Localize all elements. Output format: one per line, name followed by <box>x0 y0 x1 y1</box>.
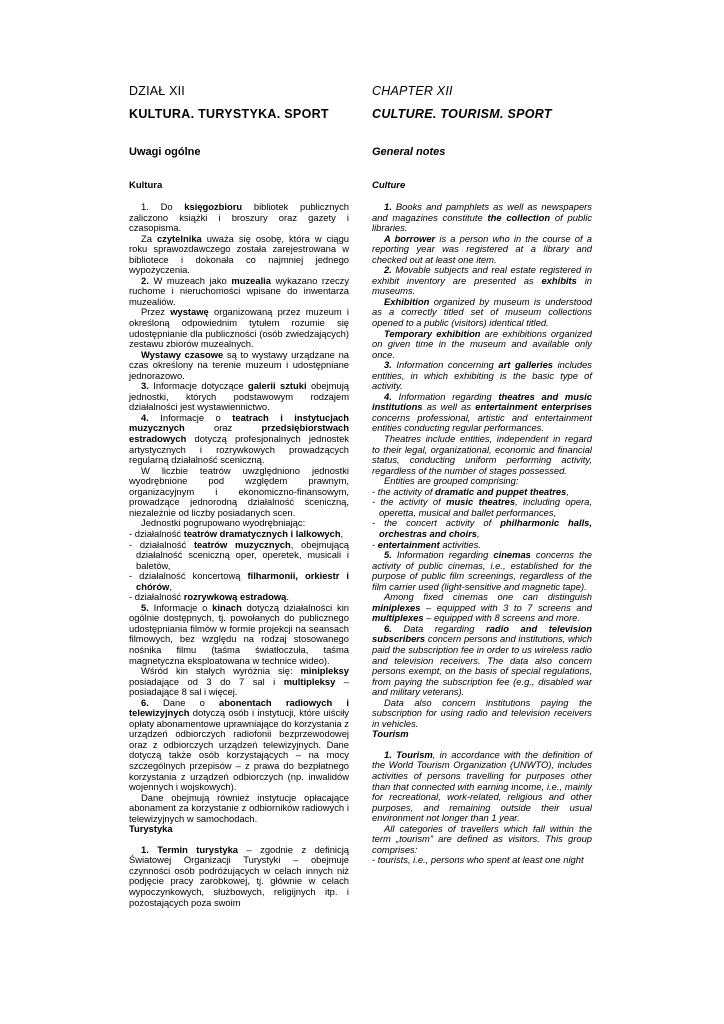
bold-text: przedsiębiorstwach estradowych <box>129 422 349 445</box>
text: , <box>566 485 569 497</box>
bold-text: multipleksy <box>283 675 336 687</box>
paragraph <box>372 434 592 476</box>
paragraph <box>129 202 349 234</box>
bold-text: miniplexes <box>372 601 421 613</box>
text: , <box>340 527 344 539</box>
bold-text: music theatres <box>446 496 516 508</box>
general-notes-heading: Uwagi ogólne <box>129 146 201 158</box>
text: - the activity of <box>372 496 447 508</box>
paragraph <box>129 793 349 825</box>
paragraph <box>129 845 349 908</box>
text: - the concert activity of <box>372 517 501 529</box>
bold-text: 3. <box>141 380 149 392</box>
polish-body <box>129 202 349 908</box>
paragraph <box>372 750 592 824</box>
paragraph <box>129 603 349 666</box>
bold-text: 6. <box>384 622 392 634</box>
text: , including opera, operetta, musical and ballet performances, <box>379 496 592 518</box>
bold-text: 2. <box>141 274 149 286</box>
text: dotyczą osób i instytucji, które uiściły opłaty abonamentowe uprawniające do korzystania z urządzeń odbiorczych radiofonii bezprzewodowej oraz z odbiorczych urządzeń telewizyjnych. Dane dotyczą także osób korzystających – na mocy szczególnych przepisów – z prawa do bezpłatnego korzystania z urządzeń odbiorczych (np. inwalidów wojennych i wojskowych). <box>129 707 349 793</box>
bold-text: the collection <box>487 211 551 223</box>
text: organized by museum is understood as a correctly titled set of museum collections opened to a public (visitors) identical titled. <box>372 295 592 329</box>
text: are exhibitions organized on given time in the museum and available only once. <box>372 327 592 360</box>
section-heading-tourism: Turystyka <box>129 823 173 835</box>
text: Wśród kin stałych wyróżnia się: <box>141 665 301 677</box>
text: Data also concern institutions paying the subscription for using radio and television receivers in vehicles. <box>372 696 592 729</box>
text: - tourists, i.e., persons who spent at least one night <box>372 854 584 866</box>
list-item <box>129 540 349 572</box>
text: Informacje o <box>148 411 233 423</box>
text: W muzeach jako <box>148 274 232 286</box>
bold-text: 5. <box>384 549 392 561</box>
list-item <box>372 518 592 539</box>
bold-text: 3. <box>384 359 392 371</box>
text: Theatres include entities, independent in regard to their legal, organizational, economic and financial status, conducting uniform performing activity, regardless of the number of stages possessed. <box>372 433 592 476</box>
bold-text: 2. <box>384 264 392 276</box>
text: is a person who in the course of a reporting year was registered at a library and checked out at least one item. <box>372 232 592 265</box>
bold-text: teatrów dramatycznych i lalkowych <box>183 527 341 539</box>
text: 1. Do <box>141 201 185 212</box>
text: - działalność <box>129 591 184 603</box>
text: organizowaną przez muzeum i określoną odpowiednim tytułem rozumie się udostępnianie dla publiczności (osób zwiedzających) zestawu zbiorów muzealnych. <box>129 306 350 350</box>
bold-text: philharmonic halls, orchestras and choirs <box>379 517 592 539</box>
text: - działalność <box>129 527 184 539</box>
bold-text: 4. <box>141 411 149 423</box>
text: , <box>476 527 480 539</box>
bold-text: Wystawy czasowe <box>141 348 224 360</box>
text: bibliotek publicznych zaliczono książki i broszury oraz gazety i czasopisma. <box>129 201 349 234</box>
paragraph <box>372 855 592 866</box>
paragraph <box>129 466 349 519</box>
list <box>372 487 592 550</box>
text: uważa się osobę, która w ciągu roku sprawozdawczego została zarejestrowana w bibliotece i dokonała co najmniej jednego wypożyczenia. <box>129 232 349 276</box>
list-item <box>129 571 349 592</box>
paragraph <box>372 824 592 856</box>
text: Za <box>141 232 157 244</box>
bold-text: 5. <box>141 601 149 613</box>
list-item <box>372 497 592 518</box>
text: - działalność <box>129 538 194 550</box>
text: - the activity of <box>372 485 436 497</box>
text: concern persons and institutions, which paid the subscription fee in order to us wireless radio and television receivers. The data also concern persons exempt, on the basis of special regulations, from paying the subscription fee (e.g., disabled war and military veterans). <box>372 633 592 698</box>
bold-text: dramatic and puppet theatres <box>435 485 567 497</box>
text: concerns professional, artistic and entertainment entities conducting regular performances. <box>372 411 592 434</box>
text: - <box>372 538 378 550</box>
section-heading-culture: Culture <box>372 180 406 191</box>
text: Entities are grouped comprising: <box>384 475 519 487</box>
text: , obejmującą działalność sceniczną oper, operetek, musicali i baletów, <box>136 538 349 571</box>
bold-text: Exhibition <box>384 295 430 307</box>
text: in museums. <box>372 274 593 297</box>
bold-text: theatres and music institutions <box>372 390 592 413</box>
paragraph <box>372 698 592 730</box>
english-body <box>372 202 592 866</box>
bold-text: abonentach radiowych i telewizyjnych <box>129 696 349 719</box>
bold-text: cinemas <box>493 549 531 561</box>
text: oraz <box>184 422 262 434</box>
bold-text: rozrywkową estradową <box>183 591 287 603</box>
paragraph <box>372 392 592 434</box>
text: concerns the activity of public cinemas, i.e., established for the purpose of public film screenings, regardless of the film carrier used (light-sensitive and magnetic tape). <box>372 549 592 592</box>
text: , <box>169 580 172 592</box>
bold-text: 1. Tourism <box>384 748 433 760</box>
text: Information regarding <box>391 390 499 402</box>
paragraph <box>129 698 349 793</box>
paragraph <box>129 307 349 349</box>
text: Movable subjects and real estate registered in exhibit inventory are presented as <box>372 264 592 286</box>
text: . <box>286 591 289 603</box>
text: – equipped with 8 screens and more. <box>423 612 580 624</box>
bold-text: muzealia <box>231 274 271 286</box>
paragraph <box>372 265 592 297</box>
bold-text: radio and television subscribers <box>372 622 592 645</box>
paragraph <box>372 234 592 266</box>
text: obejmują jednostki, których podstawowym rodzajem działalności jest wystawiennictwo. <box>129 380 349 413</box>
text: activities. <box>439 538 481 550</box>
bold-text: entertainment <box>377 538 440 550</box>
text: as well as <box>422 401 476 413</box>
text: Information regarding <box>391 549 494 561</box>
chapter-title: KULTURA. TURYSTYKA. SPORT <box>129 107 329 121</box>
paragraph <box>372 550 592 592</box>
paragraph <box>372 592 592 624</box>
paragraph <box>372 360 592 392</box>
paragraph <box>129 350 349 382</box>
bold-text: 1. Termin turystyka <box>141 843 238 855</box>
paragraph <box>129 666 349 698</box>
bold-text: księgozbioru <box>184 201 243 212</box>
bold-text: teatrów muzycznych <box>193 538 291 550</box>
text: , in accordance with the definition of the World Tourism Organization (UNWTO), includes activities of persons travelling for purposes other than that connected with earning income, i.e., mainly for recreational, work-related, religious and other purposes, and remaining outside their usual environment not longer than 1 year. <box>372 748 592 824</box>
paragraph <box>129 234 349 276</box>
bold-text: multiplexes <box>372 612 424 624</box>
text: Jednostki pogrupowano wyodrębniając: <box>141 517 306 529</box>
text: Informacje o <box>148 601 213 613</box>
text: includes entities, in which exhibiting is the basic type of activity. <box>372 359 592 392</box>
text: wykazano rzeczy ruchome i nieruchomości wpisane do inwentarza muzealiów. <box>129 274 350 307</box>
section-heading-culture: Kultura <box>129 180 163 191</box>
bold-text: exhibits <box>541 274 577 286</box>
bold-text: 6. <box>141 696 149 708</box>
text: Dane obejmują również instytucje opłacające abonament za korzystanie z odbiorników radiowych i telewizyjnych w samochodach. <box>129 791 349 824</box>
polish-column <box>129 84 349 908</box>
text: Dane o <box>148 696 220 708</box>
paragraph <box>129 381 349 413</box>
bold-text: czytelnika <box>156 232 202 244</box>
chapter-title: CULTURE. TOURISM. SPORT <box>372 107 552 121</box>
paragraph <box>129 276 349 308</box>
list <box>129 529 349 603</box>
text: Among fixed cinemas one can distinguish <box>384 591 592 603</box>
bold-text: minipleksy <box>300 665 349 677</box>
paragraph <box>129 413 349 466</box>
text: Przez <box>141 306 171 318</box>
text: dotyczą działalności kin ogólnie dostępnych, tj. powołanych do publicznego udostępniania filmów w formie projekcji na seansach filmowych, bez względu na rodzaj stosowanego nośnika filmu (taśma światłoczuła, taśma magnetyczna eksploatowana w technice wideo). <box>129 601 349 666</box>
general-notes-heading: General notes <box>372 146 446 158</box>
bold-text: galerii sztuki <box>247 380 307 392</box>
english-column <box>372 84 592 866</box>
text: of public libraries. <box>372 211 593 234</box>
text: Informacje dotyczące <box>148 380 248 392</box>
paragraph <box>372 624 592 698</box>
bold-text: 1. <box>384 201 392 212</box>
paragraph <box>372 297 592 329</box>
text: W liczbie teatrów uwzględniono jednostki wyodrębnione pod względem prawnym, organizacyjnym i ekonomiczno-finansowym, prowadzące jednorodną działalność sceniczną, niezależnie od liczby posiadanych scen. <box>129 464 349 518</box>
paragraph <box>372 202 592 234</box>
chapter-label: DZIAŁ XII <box>129 84 185 98</box>
text: Books and pamphlets as well as newspapers and magazines constitute <box>372 201 592 223</box>
text: – equipped with 3 to 7 screens and <box>420 601 592 613</box>
paragraph <box>372 329 592 361</box>
bold-text: A borrower <box>384 232 436 244</box>
bold-text: entertainment enterprises <box>475 401 592 413</box>
text: Information concerning <box>391 359 499 371</box>
text: – posiadające 8 sal i więcej. <box>129 675 350 698</box>
bold-text: 4. <box>384 390 392 402</box>
text: dotyczą profesjonalnych jednostek artystycznych i rozrywkowych prowadzących regularną działalność sceniczną. <box>129 433 349 466</box>
bold-text: art galleries <box>498 359 553 371</box>
bold-text: wystawę <box>170 306 209 318</box>
text: - działalność koncertową <box>129 570 248 582</box>
bold-text: teatrach i instytucjach muzycznych <box>129 411 349 434</box>
text: posiadające od 3 do 7 sal i <box>129 675 284 687</box>
text: – zgodnie z definicją Światowej Organizacji Turystyki – obejmuje czynności osób podróżujących w celach innych niż podjęcie pracy zarobkowej, tj. głównie w celach wypoczynkowych, służbowych, religijnych itp. i pozostających poza swoim <box>129 843 349 908</box>
text: All categories of travellers which fall within the term „tourism” are defined as visitors. This group comprises: <box>372 822 592 855</box>
chapter-label: CHAPTER XII <box>372 84 453 98</box>
text: są to wystawy urządzane na czas określony na terenie muzeum i udostępniane jednorazowo. <box>129 348 349 381</box>
text: Data regarding <box>391 622 486 634</box>
bold-text: Temporary exhibition <box>384 327 481 339</box>
bold-text: kinach <box>212 601 242 613</box>
section-heading-tourism: Tourism <box>372 728 409 740</box>
bold-text: filharmonii, orkiestr i chórów <box>136 570 349 592</box>
